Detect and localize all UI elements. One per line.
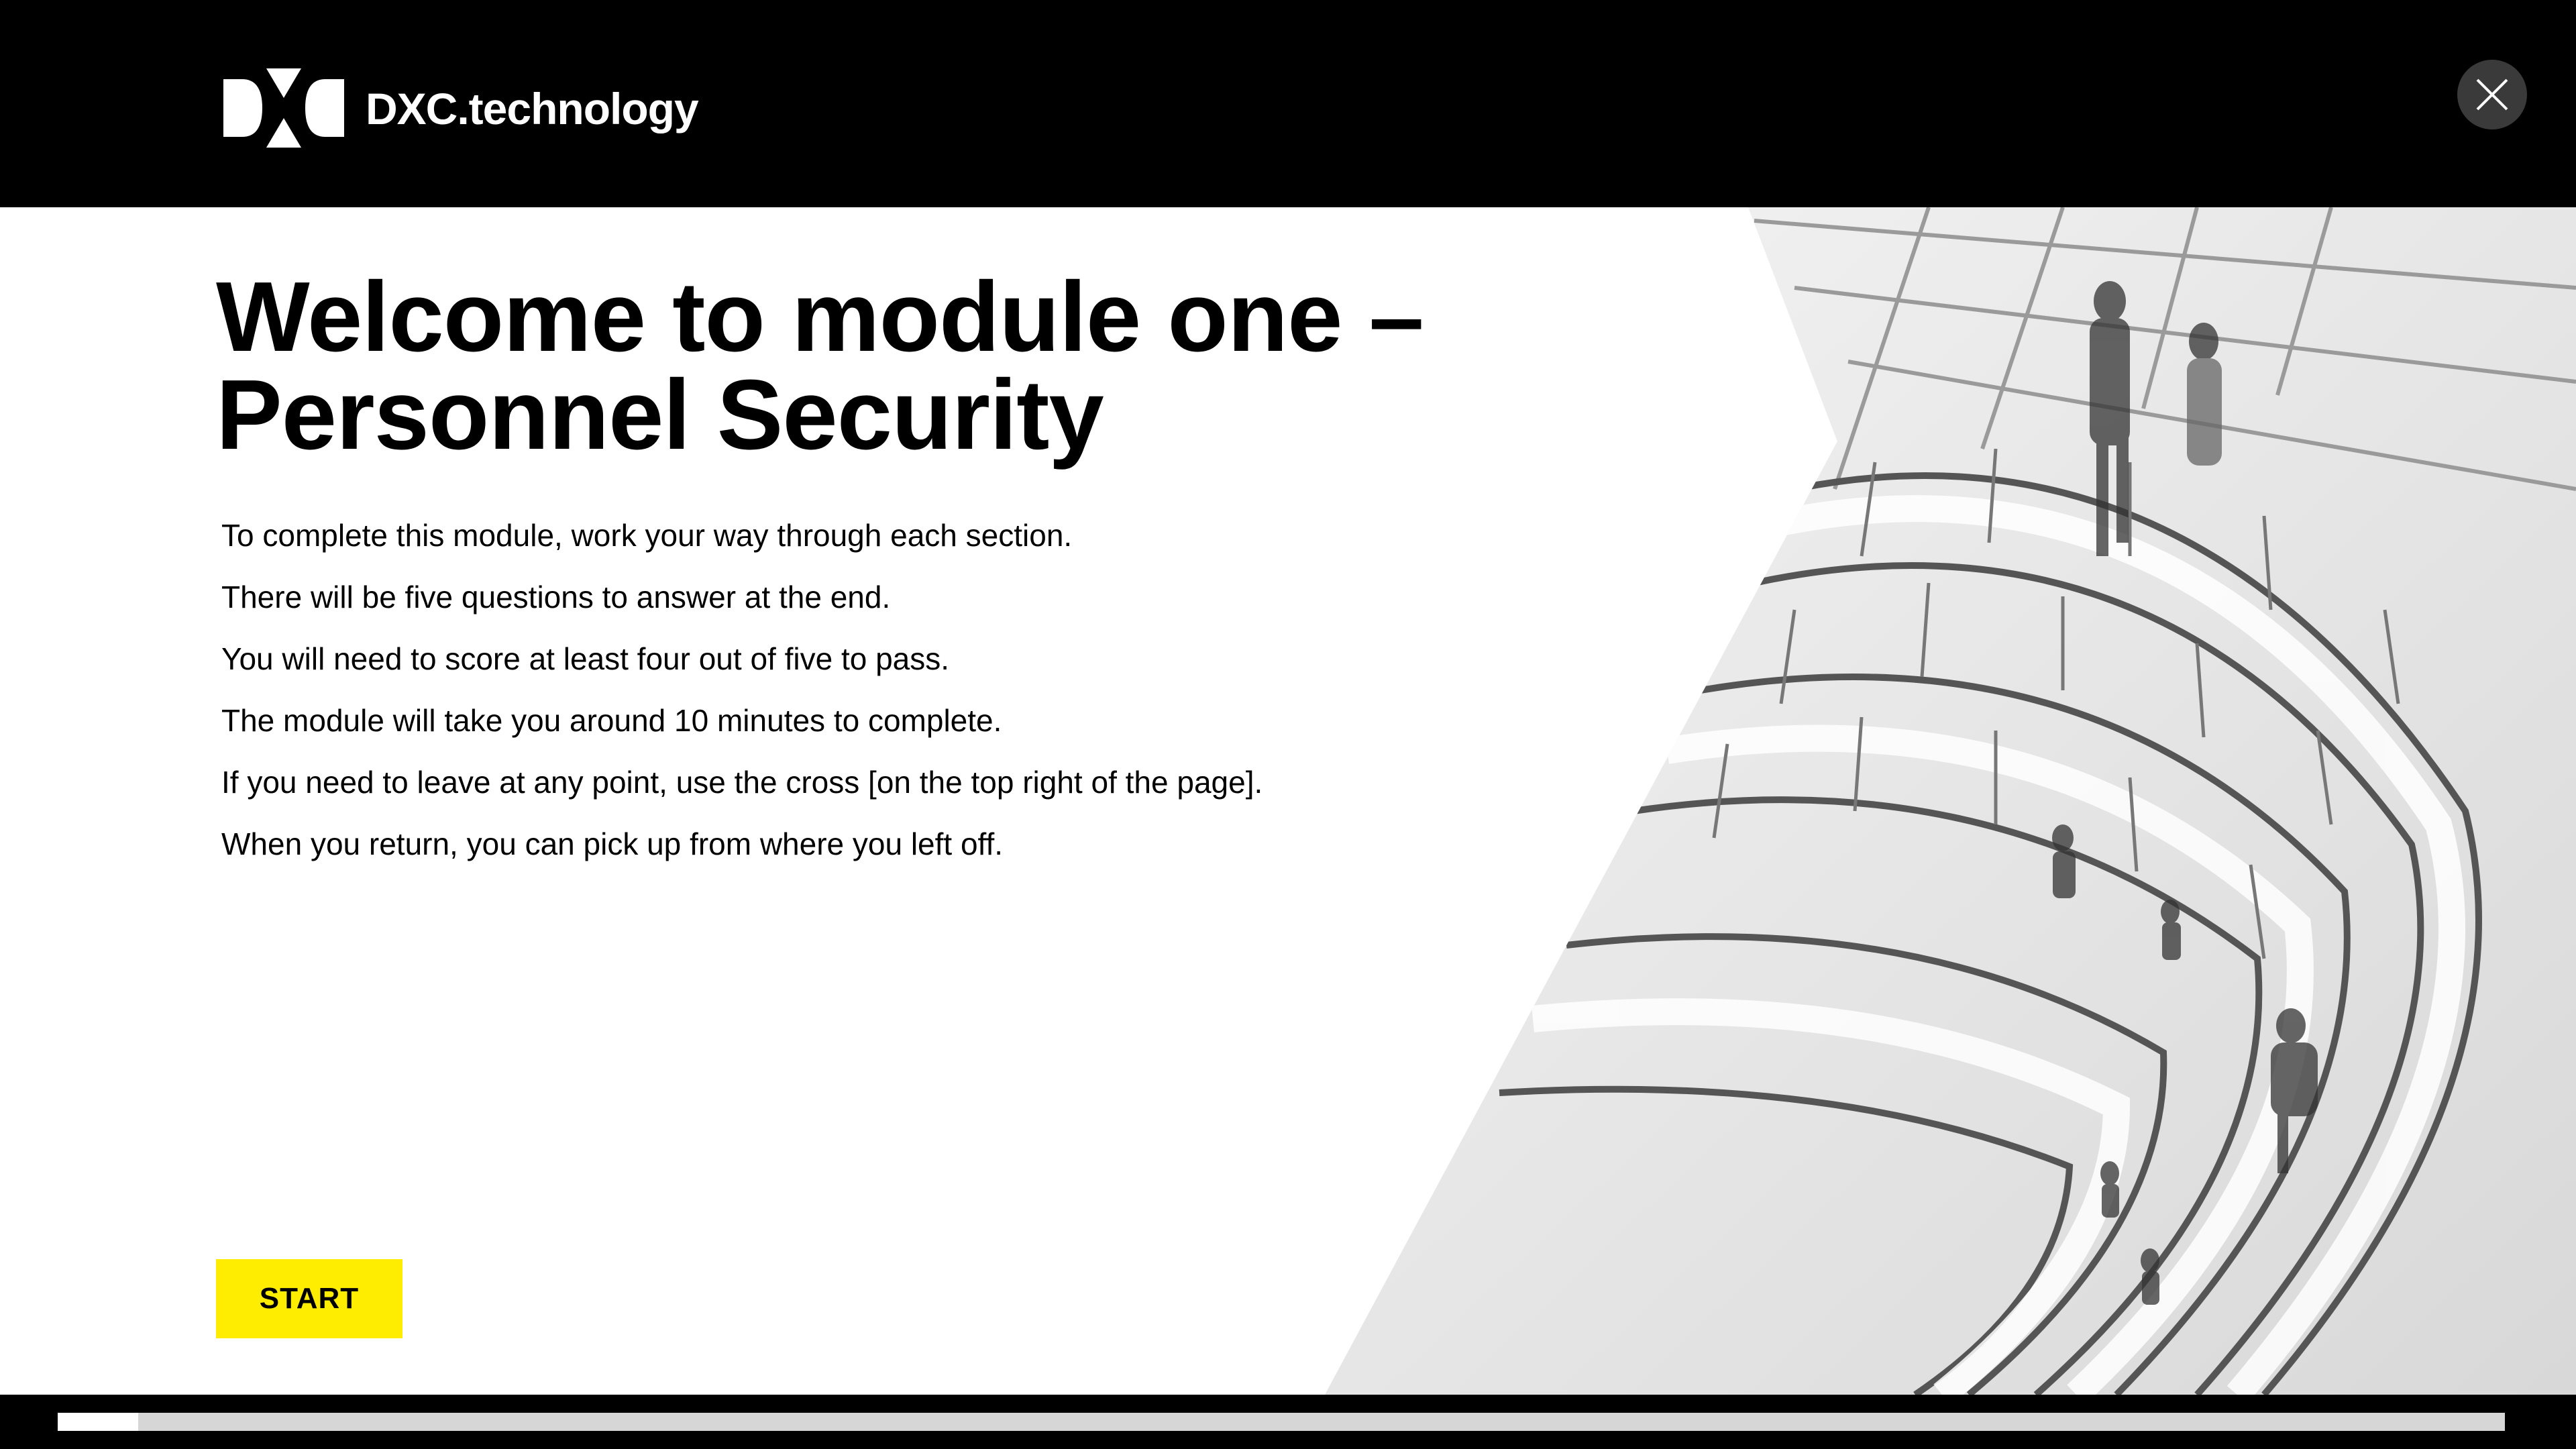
close-icon: [2475, 77, 2510, 112]
page-title: [216, 262, 1424, 470]
intro-paragraph: When you return, you can pick up from where you left off.: [221, 826, 1004, 861]
footer-bar: [0, 1395, 2576, 1449]
close-button[interactable]: [2457, 60, 2527, 129]
dxc-logo-icon: [223, 68, 344, 148]
intro-text: [221, 504, 1362, 875]
start-button[interactable]: START: [216, 1259, 402, 1338]
spiral-staircase-people-image: [1325, 207, 2576, 1395]
header-bar: [0, 0, 2576, 207]
progress-fill: [58, 1413, 138, 1431]
intro-paragraph: To complete this module, work your way through each section.: [221, 518, 1073, 553]
intro-paragraph: If you need to leave at any point, use the cross [on the top right of the page].: [221, 765, 1263, 800]
intro-paragraph: The module will take you around 10 minutes to complete.: [221, 703, 1002, 738]
brand-name: DXC.technology: [366, 84, 698, 133]
progress-bar: [58, 1413, 2505, 1431]
intro-paragraph: There will be five questions to answer at the end.: [221, 580, 891, 614]
intro-paragraph: You will need to score at least four out of five to pass.: [221, 641, 950, 676]
title-line-1: Welcome to module one –: [216, 262, 1424, 372]
title-line-2: Personnel Security: [216, 360, 1104, 470]
